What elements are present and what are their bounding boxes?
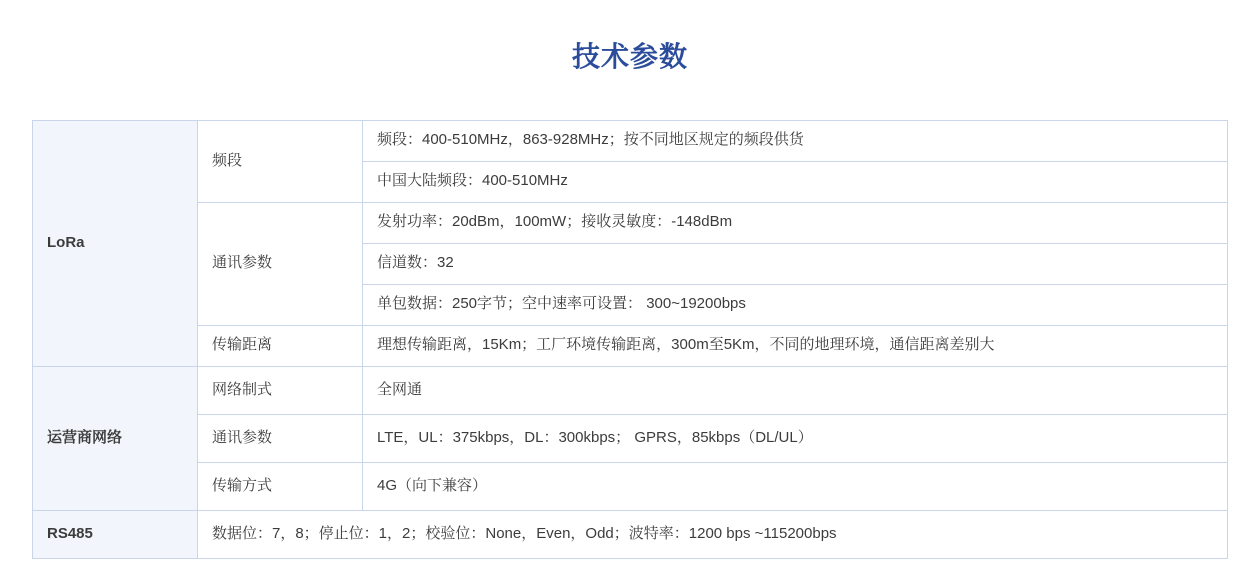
- value-cell-frequency-band-1: 频段：400-510MHz，863-928MHz；按不同地区规定的频段供货: [363, 120, 1228, 161]
- param-cell-transmission-distance: 传输距离: [198, 325, 363, 366]
- table-row: [33, 325, 1228, 366]
- group-cell-rs485: RS485: [33, 510, 198, 558]
- table-row: [33, 414, 1228, 462]
- param-cell-frequency-band: 频段: [198, 120, 363, 202]
- spec-table-wrapper: [32, 120, 1228, 559]
- param-cell-network-standard: 网络制式: [198, 366, 363, 414]
- table-row: [33, 462, 1228, 510]
- table-row: [33, 366, 1228, 414]
- param-cell-transmission-mode: 传输方式: [198, 462, 363, 510]
- group-cell-operator-network: 运营商网络: [33, 366, 198, 510]
- value-cell-network-standard: 全网通: [363, 366, 1228, 414]
- value-cell-transmission-distance: 理想传输距离，15Km；工厂环境传输距离，300m至5Km，不同的地理环境，通信距离差别大: [363, 325, 1228, 366]
- param-cell-operator-comm-params: 通讯参数: [198, 414, 363, 462]
- table-row: [33, 510, 1228, 558]
- param-cell-lora-comm-params: 通讯参数: [198, 202, 363, 325]
- group-cell-lora: LoRa: [33, 120, 198, 366]
- value-cell-lora-comm-2: 信道数：32: [363, 243, 1228, 284]
- value-cell-transmission-mode: 4G（向下兼容）: [363, 462, 1228, 510]
- table-row: [33, 202, 1228, 243]
- value-cell-lora-comm-3: 单包数据：250字节；空中速率可设置： 300~19200bps: [363, 284, 1228, 325]
- value-cell-rs485: 数据位：7，8；停止位：1，2；校验位：None，Even，Odd；波特率：1200 bps ~115200bps: [198, 510, 1228, 558]
- table-row: [33, 120, 1228, 161]
- spec-table: [32, 120, 1228, 559]
- value-cell-frequency-band-2: 中国大陆频段：400-510MHz: [363, 161, 1228, 202]
- page-title: 技术参数: [571, 41, 688, 72]
- value-cell-lora-comm-1: 发射功率：20dBm，100mW；接收灵敏度：-148dBm: [363, 202, 1228, 243]
- value-cell-operator-comm-params: LTE，UL：375kbps，DL：300kbps； GPRS，85kbps（DL/UL）: [363, 414, 1228, 462]
